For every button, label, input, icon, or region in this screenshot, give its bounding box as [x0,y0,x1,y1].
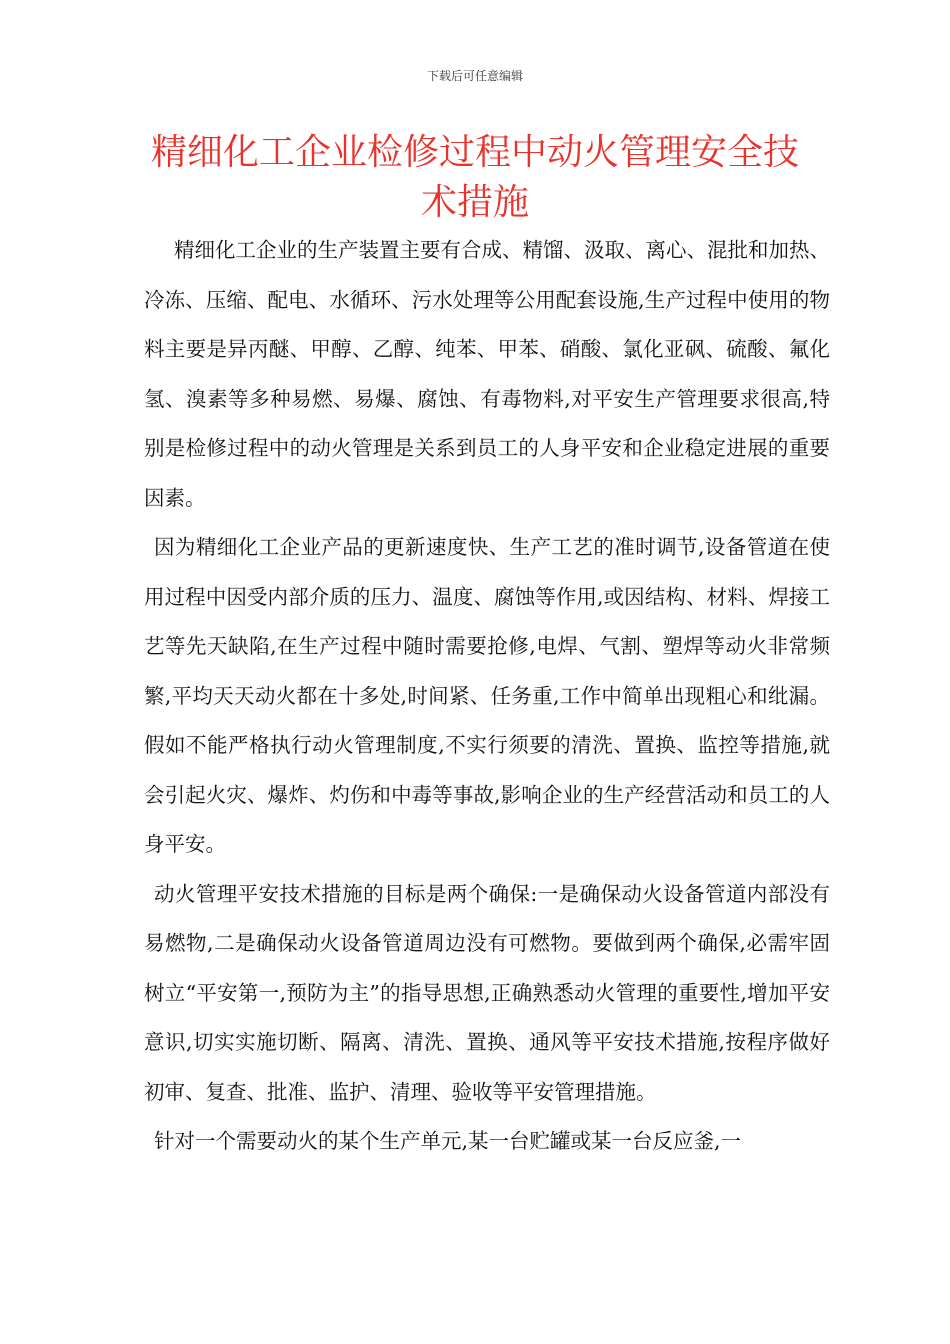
paragraph-goals: 动火管理平安技术措施的目标是两个确保:一是确保动火设备管道内部没有易燃物,二是确保动火设备管道周边没有可燃物。要做到两个确保,必需牢固树立“平安第一,预防为主”的指导思想,正确熟悉动火管理的重要性,增加平安意识,切实实施切断、隔离、清洗、置换、通风等平安技术措施,按程序做好初审、复查、批准、监护、清理、验收等平安管理措施。 [144,881,830,1104]
document-title-line-2: 术措施 [420,182,529,223]
document-title-line-1: 精细化工企业检修过程中动火管理安全技 [150,132,799,173]
paragraph-reasons: 因为精细化工企业产品的更新速度快、生产工艺的准时调节,设备管道在使用过程中因受内部介质的压力、温度、腐蚀等作用,或因结构、材料、焊接工艺等先天缺陷,在生产过程中随时需要抢修,电焊、气割、塑焊等动火非常频繁,平均天天动火都在十多处,时间紧、任务重,工作中简单出现粗心和纰漏。假如不能严格执行动火管理制度,不实行须要的清洗、置换、监控等措施,就会引起火灾、爆炸、灼伤和中毒等事故,影响企业的生产经营活动和员工的人身平安。 [144,535,830,856]
page-header-note: 下载后可任意编辑 [426,69,523,83]
paragraph-unit: 针对一个需要动火的某个生产单元,某一台贮罐或某一台反应釜,一 [154,1129,742,1153]
paragraph-intro: 精细化工企业的生产装置主要有合成、精馏、汲取、离心、混批和加热、冷冻、压缩、配电、水循环、污水处理等公用配套设施,生产过程中使用的物料主要是异丙醚、甲醇、乙醇、纯苯、甲苯、硝酸、氯化亚砜、硫酸、氟化氢、溴素等多种易燃、易爆、腐蚀、有毒物料,对平安生产管理要求很高,特别是检修过程中的动火管理是关系到员工的人身平安和企业稳定进展的重要因素。 [144,238,830,510]
document-title [150,128,800,228]
document-body [144,226,830,1167]
